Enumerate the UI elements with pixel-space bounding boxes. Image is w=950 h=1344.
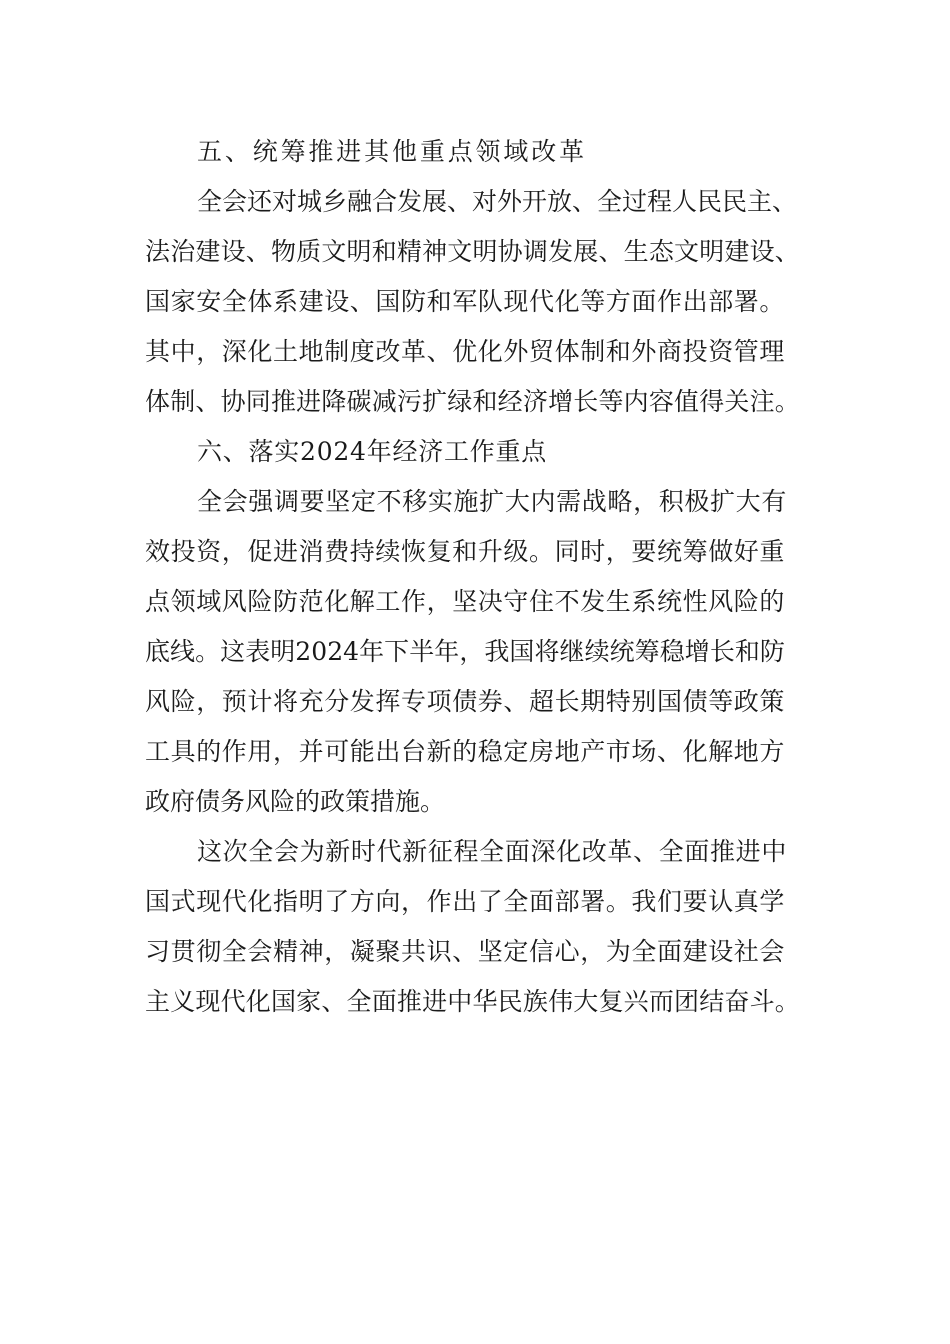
paragraph-line: 习贯彻全会精神，凝聚共识、坚定信心，为全面建设社会 [145, 937, 785, 966]
section-heading-six: 六、落实2024年经济工作重点 [197, 437, 547, 466]
paragraph-line: 全会强调要坚定不移实施扩大内需战略，积极扩大有 [197, 487, 787, 516]
paragraph-line: 风险，预计将充分发挥专项债券、超长期特别国债等政策 [145, 687, 785, 716]
paragraph-line: 体制、协同推进降碳减污扩绿和经济增长等内容值得关注。 [145, 387, 800, 416]
paragraph-line: 效投资，促进消费持续恢复和升级。同时，要统筹做好重 [145, 537, 785, 566]
paragraph-line: 国式现代化指明了方向，作出了全面部署。我们要认真学 [145, 887, 785, 916]
section-heading-five: 五、统筹推进其他重点领域改革 [197, 137, 587, 166]
paragraph-line: 其中，深化土地制度改革、优化外贸体制和外商投资管理 [145, 337, 785, 366]
paragraph-line: 全会还对城乡融合发展、对外开放、全过程人民民主、 [197, 187, 797, 216]
paragraph-line: 点领域风险防范化解工作，坚决守住不发生系统性风险的 [145, 587, 785, 616]
paragraph-line: 法治建设、物质文明和精神文明协调发展、生态文明建设、 [145, 237, 800, 266]
paragraph-line: 底线。这表明2024年下半年，我国将继续统筹稳增长和防 [145, 637, 785, 666]
paragraph-line: 政府债务风险的政策措施。 [145, 787, 445, 816]
paragraph-line: 这次全会为新时代新征程全面深化改革、全面推进中 [197, 837, 787, 866]
paragraph-line: 工具的作用，并可能出台新的稳定房地产市场、化解地方 [145, 737, 785, 766]
paragraph-line: 主义现代化国家、全面推进中华民族伟大复兴而团结奋斗。 [145, 987, 800, 1016]
paragraph-line: 国家安全体系建设、国防和军队现代化等方面作出部署。 [145, 287, 785, 316]
